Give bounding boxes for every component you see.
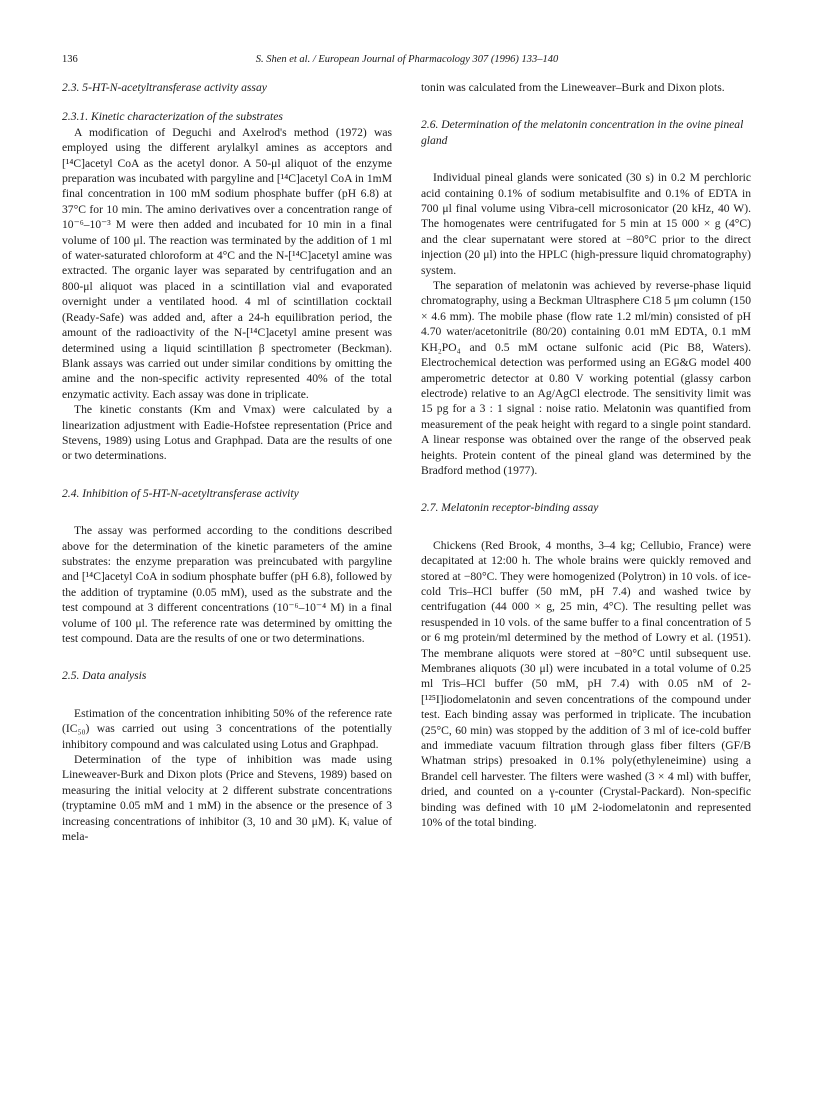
- section-2-3-heading: 2.3. 5-HT-N-acetyltransferase activity assay: [62, 81, 267, 94]
- left-column: [62, 80, 392, 844]
- page-header: [62, 54, 752, 70]
- section-2-4-paragraph-1: The assay was performed according to the conditions described above for the determination of the kinetic parameters of the amine substrates: the enzyme preparation was preincubated with pargyline and [¹⁴C]acetyl CoA in sodium phosphate buffer (pH 6.8), followed by the addition of tryptamine (0.05 mM), used as the substrate and the test compound at 3 different concentrations (10⁻⁶–10⁻⁴ M) in a final volume of 100 μl. The reference rate was determined by omitting the test compound. Data are the results of one or two determinations.: [62, 524, 392, 645]
- page-number: 136: [62, 54, 78, 65]
- section-2-7-paragraph-1: Chickens (Red Brook, 4 months, 3–4 kg; Cellubio, France) were decapitated at 12:00 h. The whole brains were quickly removed and stored at −80°C. They were homogenized (Polytron) in 10 vols. of ice-cold Tris–HCl buffer (50 mM, pH 7.4) and washed twice by centrifugation (44 000 × g, 25 min, 4°C). The resulting pellet was resuspended in 10 vols. of the same buffer to a final concentration of 5 or 6 mg protein/ml determined by the method of Lowry et al. (1951). The membrane aliquots were stored at −80°C until subsequent use. Membranes aliquots (30 μl) were incubated in a total volume of 0.25 ml Tris–HCl buffer (50 mM, pH 7.4) with 0.05 nM of 2-[¹²⁵I]iodomelatonin and seven concentrations of the compound under test. Each binding assay was performed in triplicate. The incubation (25°C, 60 min) was stopped by the addition of 3 ml of ice-cold buffer and immediate vacuum filtration through glass fiber filters (GF/B Whatman strips) presoaked in 0.1% poly(ethyleneimine) using a Brandel cell harvester. The filters were washed (3 × 4 ml) with buffer, dried, and counted on a γ-counter (Crystal-Packard). Non-specific binding was defined with 10 μM 2-iodomelatonin and represented 10% of the total binding.: [421, 538, 751, 830]
- section-2-4-heading: 2.4. Inhibition of 5-HT-N-acetyltransferase activity: [62, 486, 299, 500]
- section-2-7-heading: 2.7. Melatonin receptor-binding assay: [421, 501, 599, 515]
- section-2-6-paragraph-2: The separation of melatonin was achieved by reverse-phase liquid chromatography, using a Beckman Ultrasphere C18 5 μm column (150 × 4.6 mm). The mobile phase (flow rate 1.2 ml/min) consisted of pH 4.70 water/acetonitrile (80/20) containing 0.01 mM EDTA, 0.1 mM KH₂PO₄ and 0.5 mM octane sulfonic acid (Pic B8, Waters). Electrochemical detection was performed using an EG&G model 400 amperometric detector at 0.80 V working potential (glassy carbon electrode) relative to an Ag/AgCl electrode. The sensitivity limit was 15 pg for a 3 : 1 signal : noise ratio. Melatonin was quantified from measurement of the peak height with regard to a single point standard. A linear response was obtained over the range of the observed peak heights. Protein content of the pineal gland was determined by the Bradford method (1977).: [421, 279, 751, 477]
- section-2-3-1-paragraph-1: A modification of Deguchi and Axelrod's method (1972) was employed using the different arylalkyl amines as acceptors and [¹⁴C]acetyl CoA as the acetyl donor. A 50-μl aliquot of the enzyme preparation was incubated with pargyline and [¹⁴C]acetyl CoA in 1mM final concentration in 100 mM sodium phosphate buffer (pH 6.8) at 37°C for 10 min. The amino derivatives over a concentration range of 10⁻⁶–10⁻³ M were then added and incubated for 10 min in a final volume of 100 μl. The reaction was terminated by the addition of 1 ml of water-saturated chloroform at 4°C and the N-[¹⁴C]acetyl amine was extracted. The organic layer was separated by centrifugation and an 800-μl aliquot was placed in a scintillation vial and evaporated overnight under a ventilated hood. 4 ml of scintillation cocktail (Ready-Safe) was added and, after a 24-h equilibration period, the amount of the radioactivity of the N-[¹⁴C]acetyl amine present was determined using a liquid scintillation β spectrometer (Beckman). Blank assays was carried out under similar conditions by omitting the amine and the non-specific activity represented 40% of the total enzymatic activity. Each assay was done in triplicate.: [62, 125, 392, 401]
- section-2-3-1-heading: 2.3.1. Kinetic characterization of the substrates: [62, 110, 283, 124]
- section-2-3-1-paragraph-2: The kinetic constants (Km and Vmax) were calculated by a linearization adjustment with Eadie-Hofstee representation (Price and Stevens, 1989) using Lotus and Graphpad. Data are the results of one or two determinations.: [62, 403, 392, 463]
- section-2-6-heading: 2.6. Determination of the melatonin concentration in the ovine pineal gland: [421, 118, 744, 147]
- section-2-5-heading: 2.5. Data analysis: [62, 669, 147, 683]
- section-2-5-paragraph-1: Estimation of the concentration inhibiting 50% of the reference rate (IC₅₀) was carried out using 3 concentrations of the potentially inhibitory compound and was calculated using Lotus and Graphpad.: [62, 706, 392, 751]
- section-2-6-paragraph-1: Individual pineal glands were sonicated (30 s) in 0.2 M perchloric acid containing 0.1% of sodium metabisulfite and 0.1% of EDTA in 700 μl final volume using Vibra-cell microsonicator (20 kHz, 40 W). The homogenates were centrifugated for 5 min at 15 000 × g (4°C) and the clear supernatant were stored at −80°C prior to the direct injection (20 μl) into the HPLC (high-pressure liquid chromatography) system.: [421, 171, 751, 277]
- right-column: [421, 80, 751, 830]
- continued-paragraph: tonin was calculated from the Lineweaver–Burk and Dixon plots.: [421, 81, 725, 94]
- running-head: S. Shen et al. / European Journal of Pharmacology 307 (1996) 133–140: [255, 54, 559, 65]
- section-2-5-paragraph-2: Determination of the type of inhibition was made using Lineweaver-Burk and Dixon plots (Price and Stevens, 1989) based on measuring the initial velocity at 2 different substrate concentrations (tryptamine 0.05 mM and 1 mM) in the absence or the presence of 3 increasing concentrations of inhibitor (3, 10 and 30 μM). Kᵢ value of mela-: [62, 753, 392, 844]
